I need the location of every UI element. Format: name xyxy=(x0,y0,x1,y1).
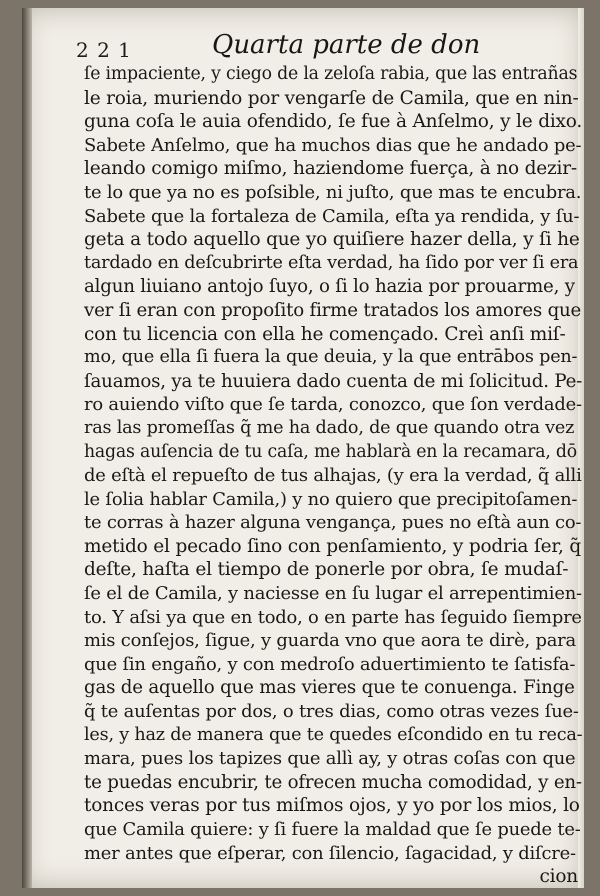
text-line: guna coſa le auia ofendido, ſe fue à Anſelmo, y le dixo. xyxy=(84,111,583,133)
page-number: 2 2 1 xyxy=(76,38,132,62)
text-line: mo, que ella ſi fuera la que deuia, y la que entrābos pen- xyxy=(84,347,578,368)
text-line: algun liuiano antojo ſuyo, o ſi lo hazia por prouarme, y xyxy=(84,276,575,298)
text-line: to. Y aſsi ya que en todo, o en parte has ſeguido ſiempre xyxy=(84,606,582,628)
text-line: ro auiendo viſto que ſe tarda, conozco, que ſon verdade- xyxy=(84,394,582,416)
text-line: ſe el de Camila, y naciesse en ſu lugar el arrepentimien- xyxy=(84,583,582,605)
text-line: ras las promeſſas q̃ me ha dado, de que quando otra vez xyxy=(84,417,575,438)
text-line: te lo que ya no es poſsible, ni juſto, que mas te encubra. xyxy=(84,181,582,203)
text-line: ver ſi eran con propoſito firme tratados los amores que xyxy=(84,299,582,321)
text-line: de eſtà el repueſto de tus alhajas, (y era la verdad, q̃ alli xyxy=(84,465,582,487)
text-line: les, y haz de manera que te quedes eſcondido en tu reca- xyxy=(84,724,583,745)
text-line: Sabete Anſelmo, que ha muchos dias que he andado pe- xyxy=(84,134,582,156)
text-line: hagas auſencia de tu caſa, me hablarà en la recamara, dō xyxy=(84,441,578,462)
text-line: ſauamos, ya te huuiera dado cuenta de mi ſolicitud. Pe- xyxy=(84,370,583,392)
text-line: que ſin engaño, y con medroſo aduertimiento te ſatisfa- xyxy=(84,653,576,675)
text-line: geta a todo aquello que yo quiſiere hazer della, y ſi he xyxy=(84,229,580,251)
text-line: que Camila quiere: y ſi fuere la maldad que ſe puede te- xyxy=(84,819,581,840)
text-line: con tu licencia con ella he començado. Creì anſi miſ- xyxy=(84,323,566,345)
text-line: te puedas encubrir, te ofrecen mucha comodidad, y en- xyxy=(84,771,582,793)
text-line: le ſolia hablar Camila,) y no quiero que precipitoſamen- xyxy=(84,488,578,510)
text-line: metido el pecado ſino con penſamiento, y podria ſer, q̃ xyxy=(84,535,581,557)
running-head: Quarta parte de don xyxy=(212,30,481,60)
text-line: leando comigo miſmo, haziendome fuerça, à no dezir- xyxy=(84,158,577,180)
text-line: q̃ te auſentas por dos, o tres dias, como otras vezes ſue- xyxy=(84,701,579,723)
text-line: ſe impaciente, y ciego de la zeloſa rabia, que las entrañas xyxy=(84,64,578,84)
text-line: te corras à hazer alguna vengança, pues no eſtà aun co- xyxy=(84,512,582,534)
text-line: Sabete que la fortaleza de Camila, eſta ya rendida, y ſu- xyxy=(84,205,580,227)
text-line: mer antes que eſperar, con ſilencio, ſagacidad, y diſcre- xyxy=(84,842,576,864)
page-binding-shadow xyxy=(22,8,32,888)
book-page xyxy=(22,8,584,888)
text-line: tardado en deſcubrirte eſta verdad, ha ſido por ver ſi era xyxy=(84,252,579,273)
catchword: cion xyxy=(539,866,578,888)
text-line: gas de aquello que mas vieres que te conuenga. Finge xyxy=(84,677,575,699)
text-line: tonces veras por tus miſmos ojos, y yo por los mios, lo xyxy=(84,795,580,817)
text-line: mara, pues los tapizes que allì ay, y otras coſas con que xyxy=(84,748,576,770)
text-line: mis conſejos, ſigue, y guarda vno que aora te dirè, para xyxy=(84,630,576,652)
text-line: le roia, muriendo por vengarſe de Camila, que en nin- xyxy=(84,87,579,109)
body-text xyxy=(84,63,582,888)
text-line: deſte, haſta el tiempo de ponerle por obra, ſe mudaſ- xyxy=(84,559,569,581)
